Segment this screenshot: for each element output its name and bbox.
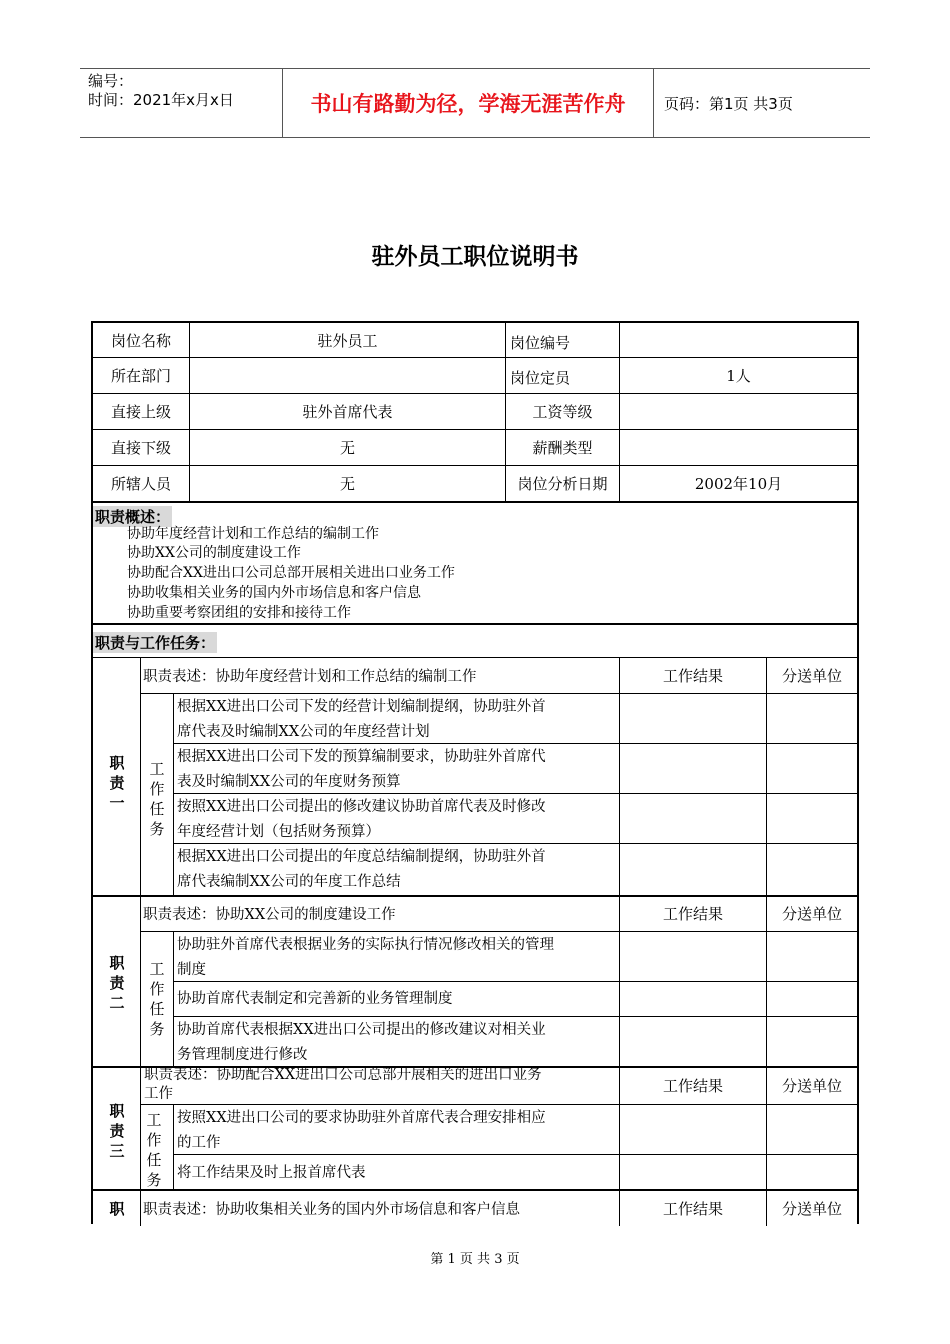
overview-item: 协助收集相关业务的国内外市场信息和客户信息 xyxy=(127,585,421,601)
duty-1-task-3: 按照XX进出口公司提出的修改建议协助首席代表及时修改 年度经营计划（包括财务预算） xyxy=(177,799,546,840)
duty-1-task-2: 根据XX进出口公司下发的预算编制要求，协助驻外首席代 表及时编制XX公司的年度财务预算 xyxy=(177,749,546,790)
duty-2-task-1: 协助驻外首席代表根据业务的实际执行情况修改相关的管理 制度 xyxy=(177,937,554,978)
overview-item: 协助XX公司的制度建设工作 xyxy=(127,545,301,561)
duty-3-description: 职责表述：协助配合XX进出口公司总部开展相关的进出口业务 工作 xyxy=(144,1067,542,1102)
duty-1-task-4: 根据XX进出口公司提出的年度总结编制提纲，协助驻外首 席代表编制XX公司的年度工作总结 xyxy=(177,849,546,890)
duty-4-description: 职责表述：协助收集相关业务的国内外市场信息和客户信息 xyxy=(143,1201,520,1218)
value-position-code xyxy=(620,323,857,358)
value-position-name: 驻外员工 xyxy=(317,332,378,350)
value-salary-grade xyxy=(620,394,857,429)
task-label: 工 作 任 务 xyxy=(149,760,165,838)
overview-item: 协助配合XX进出口公司总部开展相关进出口业务工作 xyxy=(127,565,455,581)
task-label: 工 作 任 务 xyxy=(149,960,165,1038)
job-description-form xyxy=(91,321,859,1224)
header-page-info: 页码：第1页 共3页 xyxy=(664,94,793,113)
overview-item: 协助重要考察团组的安排和接待工作 xyxy=(127,605,351,621)
label-subordinate: 直接下级 xyxy=(110,439,171,457)
result-header: 工作结果 xyxy=(662,1199,723,1218)
duty-2-task-2: 协助首席代表制定和完善新的业务管理制度 xyxy=(177,991,453,1007)
label-headcount: 岗位定员 xyxy=(510,369,571,387)
header-motto: 书山有路勤为径，学海无涯苦作舟 xyxy=(282,69,654,137)
duty-1-description: 职责表述：协助年度经营计划和工作总结的编制工作 xyxy=(143,668,477,685)
value-department xyxy=(190,358,505,393)
duty-2-label: 职 责 二 xyxy=(109,954,125,1012)
duty-3-task-1: 按照XX进出口公司的要求协助驻外首席代表合理安排相应 的工作 xyxy=(177,1110,546,1151)
duty-2-description: 职责表述：协助XX公司的制度建设工作 xyxy=(143,907,396,923)
dest-header: 分送单位 xyxy=(781,666,842,685)
dest-header: 分送单位 xyxy=(781,905,842,923)
page-header xyxy=(80,68,870,138)
number-label: 编号： xyxy=(88,72,134,90)
duty-4-label: 职 xyxy=(109,1200,125,1218)
label-supervisor: 直接上级 xyxy=(110,403,171,421)
label-department: 所在部门 xyxy=(110,367,171,385)
value-supervisor: 驻外首席代表 xyxy=(302,403,393,421)
label-pay-type: 薪酬类型 xyxy=(532,439,593,457)
overview-item: 协助年度经营计划和工作总结的编制工作 xyxy=(127,526,379,542)
label-salary-grade: 工资等级 xyxy=(532,403,593,421)
label-staff: 所辖人员 xyxy=(110,475,171,493)
result-header: 工作结果 xyxy=(662,905,723,923)
duty-1-label: 职 责 一 xyxy=(109,754,125,812)
dest-header: 分送单位 xyxy=(781,1199,842,1218)
duty-1-task-1: 根据XX进出口公司下发的经营计划编制提纲，协助驻外首 席代表及时编制XX公司的年度经营计划 xyxy=(177,699,546,740)
document-title: 驻外员工职位说明书 xyxy=(371,244,579,270)
value-pay-type xyxy=(620,430,857,465)
result-header: 工作结果 xyxy=(662,666,723,685)
header-meta xyxy=(80,69,282,137)
value-staff: 无 xyxy=(339,475,355,493)
duties-heading: 职责与工作任务： xyxy=(95,634,216,652)
label-position-code: 岗位编号 xyxy=(510,334,571,352)
value-headcount: 1人 xyxy=(726,367,751,385)
dest-header: 分送单位 xyxy=(781,1077,842,1095)
date-label: 时间：2021年x月x日 xyxy=(88,91,234,109)
overview-heading: 职责概述： xyxy=(95,508,171,526)
duty-2-task-3: 协助首席代表根据XX进出口公司提出的修改建议对相关业 务管理制度进行修改 xyxy=(177,1022,546,1063)
page-footer: 第 1 页 共 3 页 xyxy=(430,1252,520,1267)
label-position-name: 岗位名称 xyxy=(110,332,171,350)
result-header: 工作结果 xyxy=(662,1077,723,1095)
duty-3-label: 职 责 三 xyxy=(109,1102,125,1160)
label-analysis-date: 岗位分析日期 xyxy=(517,475,608,493)
task-label: 工 作 任 务 xyxy=(146,1111,162,1189)
value-analysis-date: 2002年10月 xyxy=(694,475,783,493)
value-subordinate: 无 xyxy=(339,439,355,457)
duty-3-task-2: 将工作结果及时上报首席代表 xyxy=(177,1165,366,1181)
